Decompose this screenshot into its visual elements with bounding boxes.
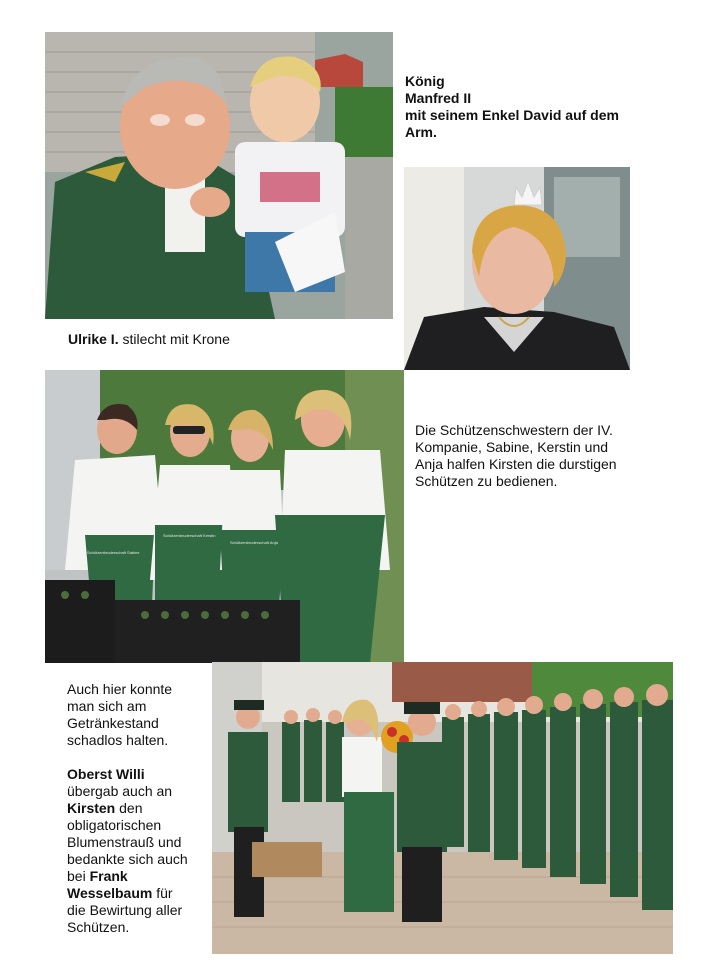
caption-queen-rest: stilecht mit Krone (118, 331, 230, 347)
caption-sisters-line1: Die Schützenschwestern der IV. (415, 422, 613, 438)
caption-sisters-line3: Anja halfen Kirsten die durstigen (415, 456, 617, 472)
caption-sisters-line2: Kompanie, Sabine, Kerstin und (415, 439, 609, 455)
caption-oberst-line4: obligatorischen (67, 817, 162, 833)
caption-oberst-line10: Schützen. (67, 919, 130, 935)
photo-oberst-parade (212, 662, 673, 954)
photo-king-with-grandson (45, 32, 393, 319)
caption-oberst-fuer: für (152, 885, 173, 901)
apron-label-1: Schützenbruderschaft Sabine (87, 550, 140, 555)
caption-king-line4: Arm. (405, 124, 437, 140)
caption-oberst-wessel: Wesselbaum (67, 885, 153, 901)
caption-drinks-and-oberst (67, 681, 188, 936)
caption-oberst-line2: übergab auch an (67, 783, 173, 799)
caption-oberst-den: den (115, 800, 143, 816)
caption-drinks-line4: schadlos halten. (67, 732, 169, 748)
caption-oberst-name: Oberst Willi (67, 766, 145, 782)
caption-sisters-line4: Schützen zu bedienen. (415, 473, 558, 489)
caption-queen (68, 331, 230, 348)
caption-king-line2: Manfred II (405, 90, 472, 106)
caption-drinks-line1: Auch hier konnte (67, 681, 173, 697)
caption-oberst-line6: bedankte sich auch (67, 851, 188, 867)
caption-oberst-line5: Blumenstrauß und (67, 834, 182, 850)
apron-label-3: Schützenbruderschaft Anja (230, 540, 278, 545)
photo-sisters-in-aprons (45, 370, 404, 663)
caption-sisters (415, 422, 617, 490)
caption-king-line3: mit seinem Enkel David auf dem (405, 107, 619, 123)
apron-label-2: Schützenbruderschaft Kerstin (163, 533, 216, 538)
caption-king-line1: König (405, 73, 445, 89)
caption-oberst-line9: die Bewirtung aller (67, 902, 183, 918)
caption-king (405, 73, 619, 141)
caption-drinks-line3: Getränkestand (67, 715, 159, 731)
caption-queen-name: Ulrike I. (68, 331, 119, 347)
caption-oberst-kirsten: Kirsten (67, 800, 116, 816)
caption-oberst-frank: Frank (89, 868, 128, 884)
caption-drinks-line2: man sich am (67, 698, 147, 714)
photo-queen-with-crown (404, 167, 630, 370)
caption-oberst-line7: bei (67, 868, 90, 884)
